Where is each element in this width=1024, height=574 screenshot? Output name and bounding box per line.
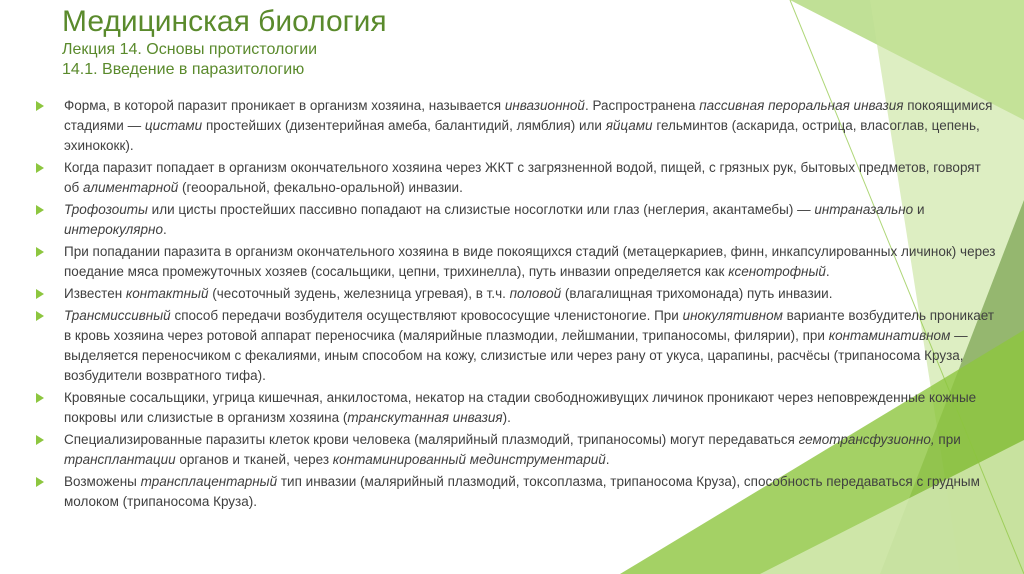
bullet-item bbox=[36, 306, 996, 386]
bullet-text-italic: алиментарной bbox=[83, 180, 179, 195]
bullet-arrow-icon bbox=[36, 435, 44, 445]
bullet-arrow-icon bbox=[36, 393, 44, 403]
bullet-item bbox=[36, 200, 996, 240]
bullet-text: органов и тканей, через bbox=[175, 452, 333, 467]
title-block bbox=[62, 4, 782, 80]
bullet-text-italic: цистами bbox=[144, 118, 203, 133]
bullet-text-italic: ксенотрофный bbox=[728, 264, 826, 279]
bullet-text: варианте возбудитель проникает в кровь хозяина через ротовой аппарат переносчика (малярийные плазмодии, лейшмании, трипаносомы, филярии), при bbox=[64, 308, 995, 343]
bullet-text-italic: интерокулярно bbox=[64, 222, 163, 237]
bullet-text: простейших (дизентерийная амеба, балантидий, лямблия) или bbox=[202, 118, 606, 133]
bullet-text-italic: контаминированный мединструментарий bbox=[332, 452, 606, 467]
bullet-text-italic: транскутанная инвазия bbox=[347, 410, 503, 425]
bullet-text: Форма, в которой паразит проникает в организм хозяина, называется bbox=[64, 98, 505, 113]
bullet-text: способ передачи возбудителя осуществляют кровососущие членистоногие. При bbox=[170, 308, 683, 323]
bullet-arrow-icon bbox=[36, 205, 44, 215]
bullet-text-italic: инвазионной bbox=[504, 98, 585, 113]
bullet-text-italic: инокулятивном bbox=[682, 308, 783, 323]
bullet-text: (геооральной, фекально-оральной) инвазии. bbox=[178, 180, 463, 195]
bullet-item bbox=[36, 284, 996, 304]
bullet-text: (чесоточный зудень, железница угревая), в т.ч. bbox=[208, 286, 510, 301]
bullet-item bbox=[36, 472, 996, 512]
bullet-text: . Распространена bbox=[584, 98, 700, 113]
bullet-text-italic: контаминативном bbox=[828, 328, 951, 343]
bullet-text-italic: трансплантации bbox=[64, 452, 176, 467]
bullet-item bbox=[36, 96, 996, 156]
bullet-text-italic: яйцами bbox=[605, 118, 653, 133]
bullet-text: ). bbox=[502, 410, 511, 425]
bullet-list bbox=[36, 96, 996, 514]
bullet-arrow-icon bbox=[36, 163, 44, 173]
bullet-text: . bbox=[162, 222, 167, 237]
bullet-text-italic: контактный bbox=[125, 286, 209, 301]
bullet-text: Специализированные паразиты клеток крови человека (малярийный плазмодий, трипаносомы) могут передаваться bbox=[64, 432, 799, 447]
bullet-text-italic: трансплацентарный bbox=[140, 474, 278, 489]
bullet-text: Кровяные сосальщики, угрица кишечная, анкилостома, некатор на стадии свободноживущих личинок проникают через неповрежденные кожные покровы или слизистые в организм хозяина ( bbox=[64, 390, 977, 425]
bullet-arrow-icon bbox=[36, 477, 44, 487]
bullet-text: . bbox=[605, 452, 610, 467]
bullet-text-italic: Трофозоиты bbox=[64, 202, 148, 217]
bullet-text: Возможены bbox=[64, 474, 141, 489]
bullet-text: или цисты простейших пассивно попадают на слизистые носоглотки или глаз (неглерия, акантамебы) — bbox=[147, 202, 815, 217]
bullet-arrow-icon bbox=[36, 311, 44, 321]
bullet-item bbox=[36, 430, 996, 470]
section-subtitle: 14.1. Введение в паразитологию bbox=[62, 61, 305, 78]
lecture-subtitle: Лекция 14. Основы протистологии bbox=[62, 41, 318, 58]
bullet-text: — выделяется переносчиком с фекалиями, иным способом на кожу, слизистые или через рану от укуса, царапины, расчёсы (трипаносома Круза, возбудители возвратного тифа). bbox=[64, 328, 968, 383]
slide-title: Медицинская биология bbox=[62, 5, 387, 38]
bullet-item bbox=[36, 158, 996, 198]
bullet-text-italic: интраназально bbox=[814, 202, 914, 217]
bullet-arrow-icon bbox=[36, 101, 44, 111]
bullet-item bbox=[36, 388, 996, 428]
bullet-text: Когда паразит попадает в организм окончательного хозяина через ЖКТ с загрязненной водой, пищей, с грязных рук, бытовых предметов, говорят об bbox=[64, 160, 981, 195]
bullet-text: тип инвазии (малярийный плазмодий, токсоплазма, трипаносома Круза), способность передаваться с грудным молоком (трипаносома Круза). bbox=[64, 474, 980, 509]
bullet-text: и bbox=[913, 202, 925, 217]
bullet-text-italic: половой bbox=[509, 286, 562, 301]
bullet-text: (влагалищная трихомонада) путь инвазии. bbox=[561, 286, 833, 301]
bullet-text: покоящимися стадиями — bbox=[64, 98, 993, 133]
bullet-text-italic: пассивная пероральная инвазия bbox=[699, 98, 904, 113]
bullet-text: Известен bbox=[64, 286, 126, 301]
bullet-text: при bbox=[934, 432, 961, 447]
bullet-item bbox=[36, 242, 996, 282]
bullet-text: . bbox=[825, 264, 830, 279]
bullet-text-italic: гемотрансфузионно, bbox=[798, 432, 935, 447]
bullet-text: гельминтов (аскарида, острица, власоглав, цепень, эхинококк). bbox=[64, 118, 980, 153]
bullet-text: При попадании паразита в организм окончательного хозяина в виде покоящихся стадий (метацеркариев, финн, инкапсулированных личинок) через поедание мяса промежуточных хозяев (сосальщики, цепни, трихинелла), путь инвазии определяется как bbox=[64, 244, 996, 279]
bullet-text-italic: Трансмиссивный bbox=[64, 308, 171, 323]
bullet-arrow-icon bbox=[36, 289, 44, 299]
bullet-arrow-icon bbox=[36, 247, 44, 257]
